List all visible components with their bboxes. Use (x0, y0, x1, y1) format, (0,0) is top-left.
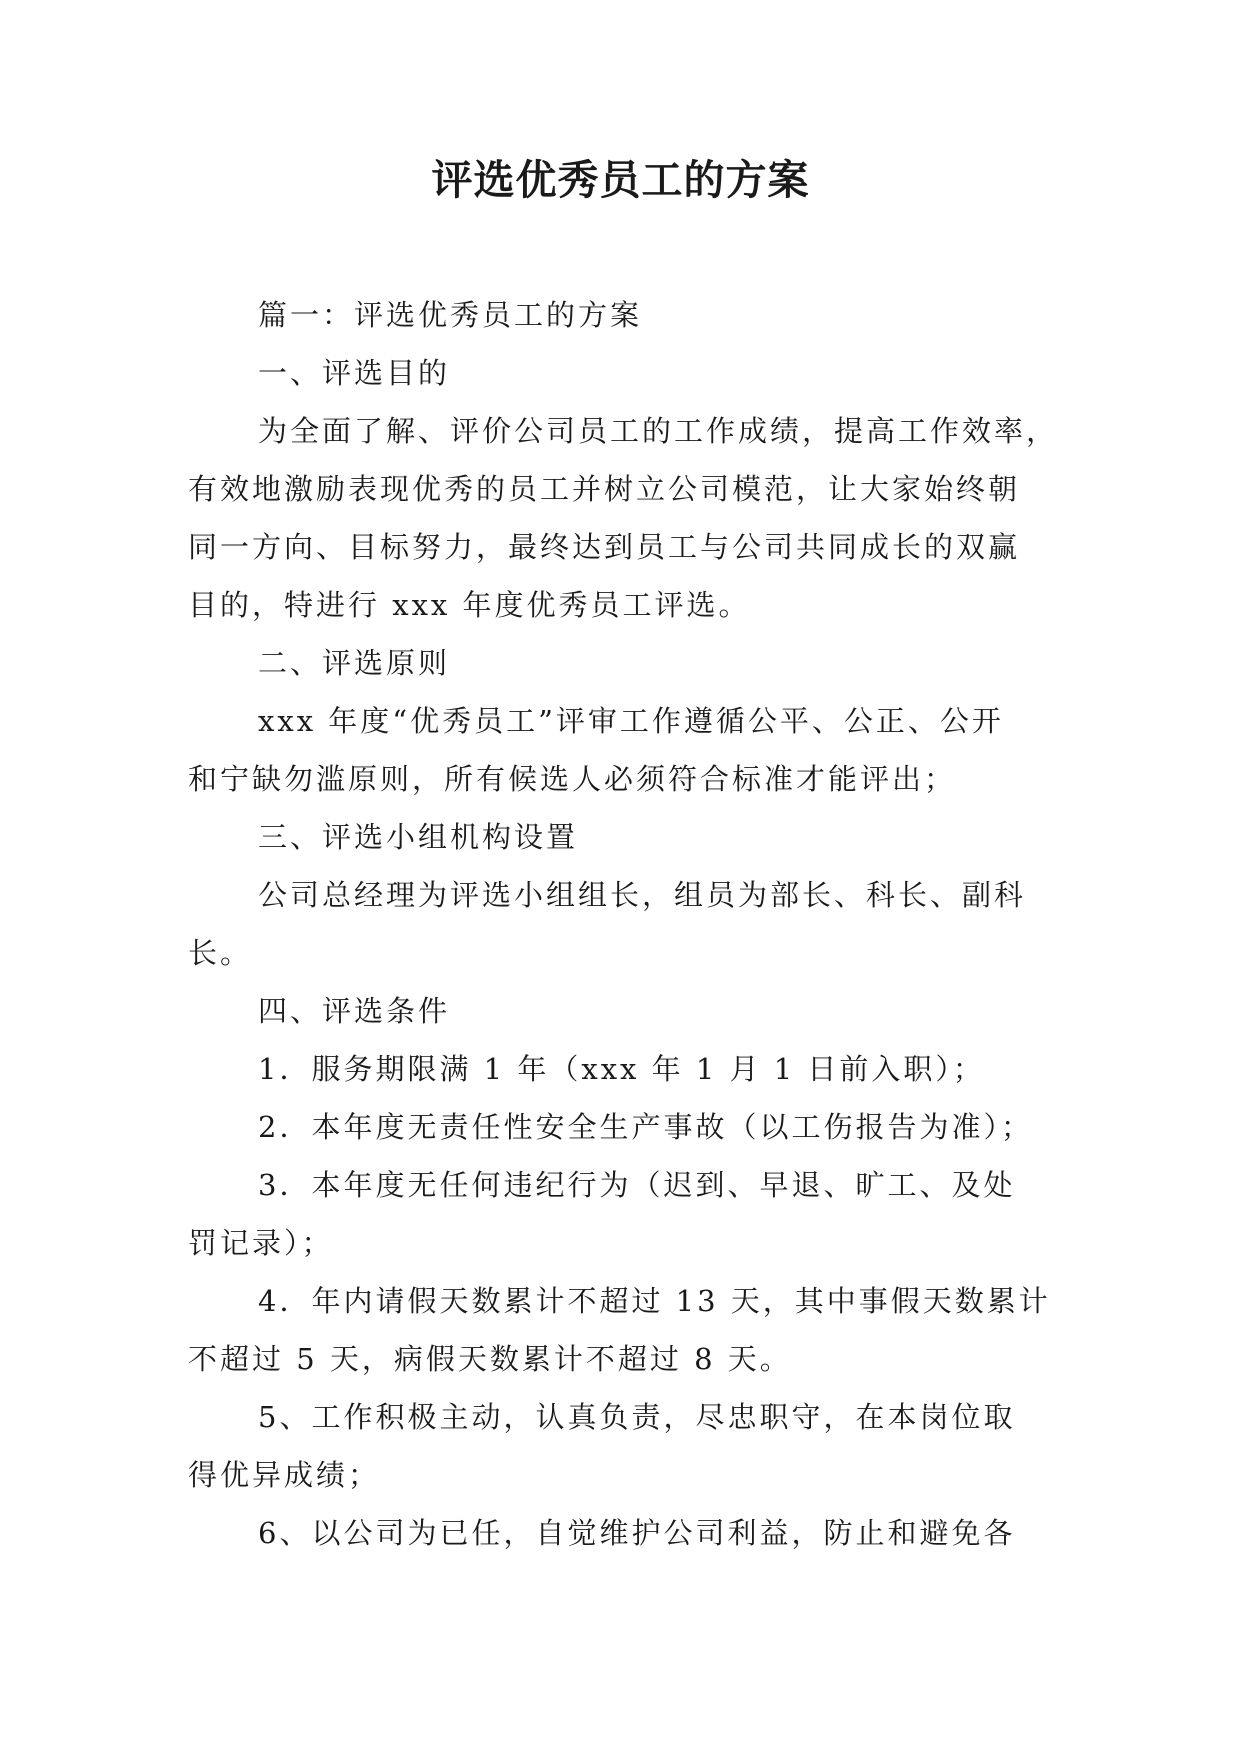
text-line: 篇一：评选优秀员工的方案 (258, 298, 643, 332)
document-title: 评选优秀员工的方案 (431, 156, 810, 204)
text-line: 罚记录）； (188, 1226, 334, 1260)
section-heading-principle (188, 634, 1058, 692)
section-heading-conditions (188, 982, 1058, 1040)
paragraph-heading-part-one (188, 286, 1058, 344)
text-line: 4．年内请假天数累计不超过 13 天，其中事假天数累计 (258, 1284, 1051, 1318)
text-line: 1．服务期限满 1 年（xxx 年 1 月 1 日前入职）； (258, 1052, 985, 1086)
paragraph-committee (188, 866, 1058, 982)
text-line: 三、评选小组机构设置 (258, 820, 579, 854)
section-heading-purpose (188, 344, 1058, 402)
section-heading-committee (188, 808, 1058, 866)
document-body (188, 286, 1058, 1562)
condition-item-1 (188, 1040, 1058, 1098)
text-line: 公司总经理为评选小组组长，组员为部长、科长、副科 (258, 878, 1027, 912)
text-line: 同一方向、目标努力，最终达到员工与公司共同成长的双赢 (188, 530, 1021, 564)
text-line: 长。 (188, 936, 253, 970)
text-line: 5、工作积极主动，认真负责，尽忠职守，在本岗位取 (258, 1400, 1016, 1434)
paragraph-principle (188, 692, 1058, 808)
text-line: 和宁缺勿滥原则，所有候选人必须符合标准才能评出； (188, 762, 957, 796)
condition-item-5 (188, 1388, 1058, 1504)
text-line: 二、评选原则 (258, 646, 451, 680)
paragraph-purpose (188, 402, 1058, 634)
condition-item-3 (188, 1156, 1058, 1272)
condition-item-6 (188, 1504, 1058, 1562)
text-line: 四、评选条件 (258, 994, 451, 1028)
condition-item-2 (188, 1098, 1058, 1156)
text-line: 6、以公司为已任，自觉维护公司利益，防止和避免各 (258, 1516, 1016, 1550)
condition-item-4 (188, 1272, 1058, 1388)
text-line: 3．本年度无任何违纪行为（迟到、早退、旷工、及处 (258, 1168, 1016, 1202)
text-line: 得优异成绩； (188, 1458, 381, 1492)
text-line: 为全面了解、评价公司员工的工作成绩，提高工作效率， (258, 414, 1059, 448)
text-line: 目的，特进行 xxx 年度优秀员工评选。 (188, 588, 751, 622)
text-line: 2．本年度无责任性安全生产事故（以工伤报告为准）； (258, 1110, 1033, 1144)
text-line: 有效地激励表现优秀的员工并树立公司模范，让大家始终朝 (188, 472, 1021, 506)
text-line: xxx 年度“优秀员工”评审工作遵循公平、公正、公开 (258, 704, 1004, 738)
text-line: 不超过 5 天，病假天数累计不超过 8 天。 (188, 1342, 792, 1376)
text-line: 一、评选目的 (258, 356, 451, 390)
